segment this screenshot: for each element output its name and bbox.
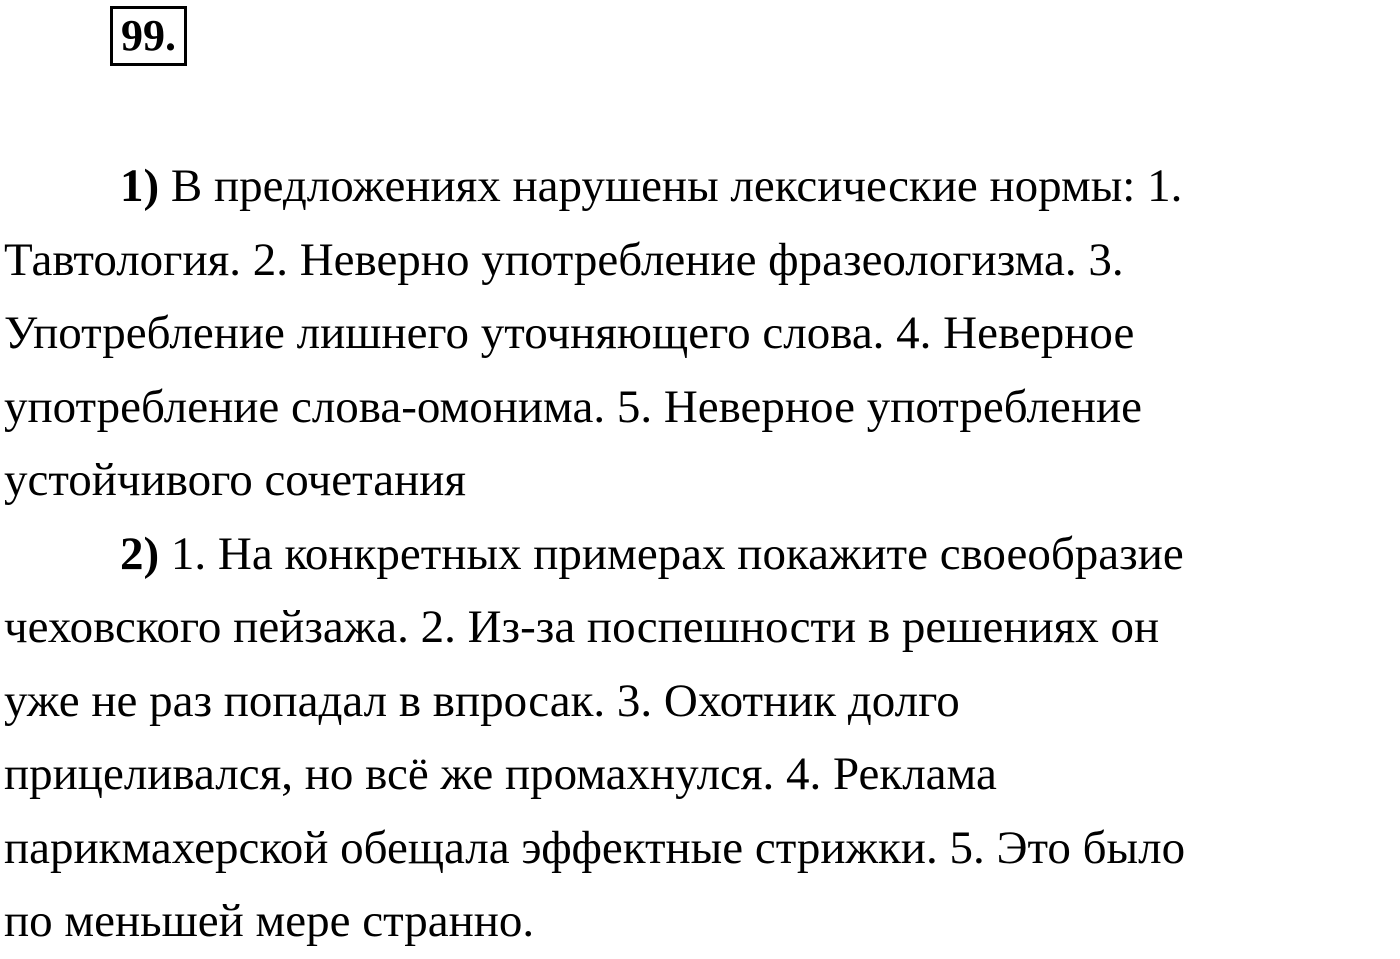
exercise-number: 99. (121, 11, 176, 60)
text-line: Употребление лишнего уточняющего слова. 4. Неверное (4, 307, 1135, 359)
exercise-number-box (110, 6, 187, 66)
text-line: устойчивого сочетания (4, 454, 466, 506)
text-line: прицеливался, но всё же промахнулся. 4. Реклама (4, 748, 997, 800)
text-line (4, 518, 1400, 592)
text-line: парикмахерской обещала эффектные стрижки. 5. Это было (4, 821, 1186, 874)
answer-paragraph-1 (4, 150, 1400, 518)
answer-text (4, 150, 1400, 959)
line-text: 1. На конкретных примерах покажите своеобразие (159, 527, 1184, 580)
text-line (4, 150, 1400, 224)
text-line: чеховского пейзажа. 2. Из-за поспешности в решениях он (4, 601, 1160, 653)
answer-marker: 1) (120, 160, 160, 212)
answer-paragraph-2 (4, 518, 1400, 959)
line-text: В предложениях нарушены лексические нормы: 1. (159, 160, 1183, 212)
text-line: Тавтология. 2. Неверно употребление фразеологизма. 3. (4, 233, 1124, 286)
text-line: употребление слова-омонима. 5. Неверное употребление (4, 380, 1142, 433)
text-line: уже не раз попадал в впросак. 3. Охотник долго (4, 674, 960, 727)
text-line: по меньшей мере странно. (4, 895, 535, 947)
answer-marker: 2) (120, 527, 160, 580)
